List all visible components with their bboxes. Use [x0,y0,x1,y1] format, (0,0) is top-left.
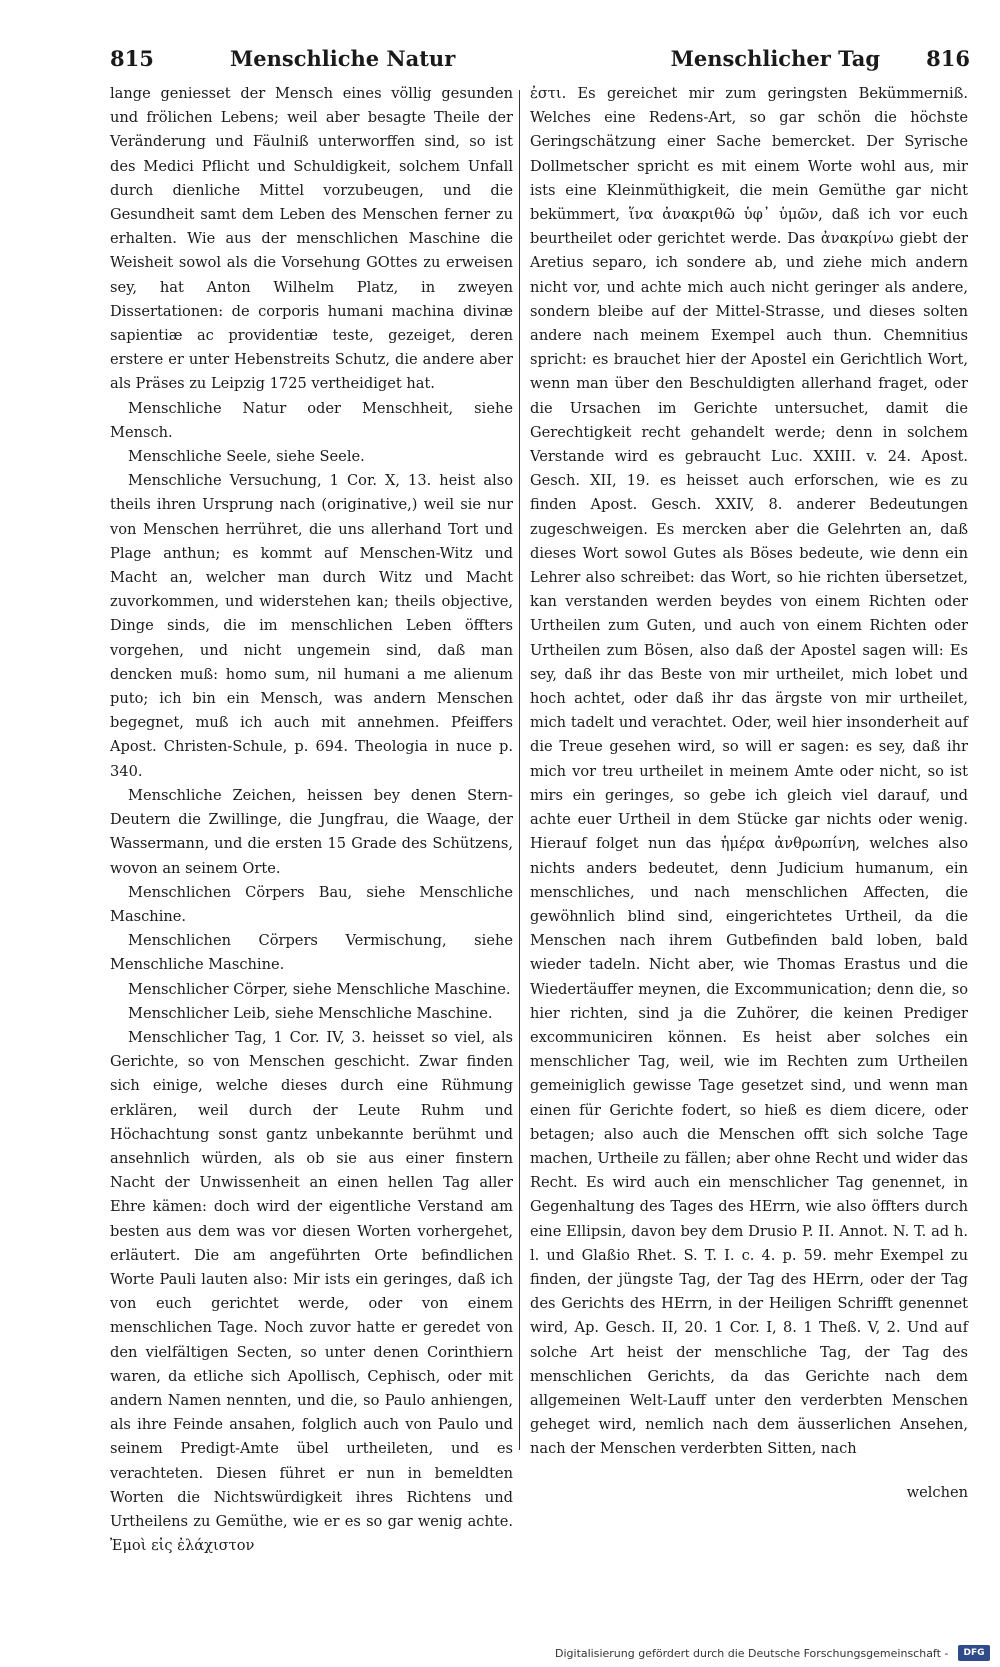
paragraph-continuation: lange geniesset der Mensch eines völlig gesunden und frölichen Lebens; weil aber besagte Theile der Veränderung und Fäulniß unterworffen sind, so ist des Medici Pflicht und Schuldigkeit, solchem Unfall durch dienliche Mittel vorzubeugen, und die Gesundheit samt dem Leben des Menschen ferner zu erhalten. Wie aus der menschlichen Maschine die Weisheit sowol als die Vorsehung GOttes zu erweisen sey, hat Anton Wilhelm Platz, in zweyen Dissertationen: de corporis humani machina divinæ sapientiæ ac providentiæ teste, gezeiget, deren erstere er unter Hebenstreits Schutz, die andere aber als Präses zu Leipzig 1725 vertheidiget hat. [110,85,513,393]
entry-menschliche-seele: Menschliche Seele, siehe Seele. [128,448,365,466]
paragraph-continuation-right: ἐστι. Es gereichet mir zum geringsten Bekümmerniß. Welches eine Redens-Art, so gar schön die höchste Geringschätzung einer Sache bemercket. Der Syrische Dollmetscher spricht es mit einem Worte wohl aus, mir ists eine Kleinmüthigkeit, die mein Gemüthe gar nicht bekümmert, ἵνα ἀνακριθῶ ὑφ᾽ ὑμῶν, daß ich vor euch beurtheilet oder gerichtet werde. Das ἀνακρίνω giebt der Aretius separo, ich sondere ab, und ziehe mich andern nicht vor, und achte mich auch nicht geringer als andere, sondern bleibe auf der Mittel-Strasse, und dieses solten andere nach meinem Exempel auch thun. Chemnitius spricht: es brauchet hier der Apostel ein Gerichtlich Wort, wenn man über den Beschuldigten allerhand fraget, oder die Ursachen im Gerichte untersuchet, damit die Gerechtigkeit recht gehandelt werde; denn in solchem Verstande wird es gebraucht Luc. XXIII. v. 24. Apost. Gesch. XII, 19. es heisset auch erforschen, wie es zu finden Apost. Gesch. XXIV, 8. anderer Bedeutungen zugeschweigen. Es mercken aber die Gelehrten an, daß dieses Wort sowol Gutes als Böses bedeute, wie denn ein Lehrer also schreibet: das Wort, so hie richten übersetzet, kan verstanden werden beydes von einem Richten oder Urtheilen zum Guten, und auch von einem Richten oder Urtheilen zum Bösen, also daß der Apostel sagen will: Es sey, daß ihr das Beste von mir urtheilet, mich lobet und hoch achtet, oder daß ihr das ärgste von mir urtheilet, mich tadelt und verachtet. Oder, weil hier insonderheit auf die Treue gesehen wird, so will er sagen: es sey, daß ihr mich vor treu urtheilet in meinem Amte oder nicht, so ist mirs ein geringes, so gebe ich gleich viel darauf, und achte euer Urtheil in dem Stücke gar nichts oder wenig. Hierauf folget nun das ἡμέρα ἀνθρωπίνη, welches also nichts anders bedeutet, denn Judicium humanum, ein menschliches, und nach menschlichen Affecten, die gewöhnlich blind sind, eingerichtetes Urtheil, da die Menschen nach ihrem Gutbefinden bald loben, bald wieder tadeln. Nicht aber, wie Thomas Erastus und die Wiedertäuffer meynen, die Excommunication; denn die, so hier richten, sind ja die Zuhörer, die keinen Prediger excommuniciren können. Es heist aber solches ein menschlicher Tag, weil, wie im Rechten zum Urtheilen gemeiniglich gewisse Tage gesetzet sind, und wenn man einen für Gerichte fodert, so hieß es diem dicere, oder betagen; also auch die Menschen offt sich solche Tage machen, Urtheile zu fällen; aber ohne Recht und wider das Recht. Es wird auch ein menschlicher Tag genennet, in Gegenhaltung des Tages des HErrn, wie also öffters durch eine Ellipsin, davon bey dem Drusio P. II. Annot. N. T. ad h. l. und Glaßio Rhet. S. T. I. c. 4. p. 59. mehr Exempel zu finden, der jüngste Tag, der Tag des HErrn, oder der Tag des Gerichts des HErrn, in der Heiligen Schrifft genennet wird, Ap. Gesch. II, 20. 1 Cor. I, 8. 1 Theß. V, 2. Und auf solche Art heist der menschliche Tag, der Tag des menschlichen Gerichts, da das Gerichte nach dem allgemeinen Welt-Lauff unter den verderbten Menschen geheget wird, nemlich nach dem äusserlichen Ansehen, nach der Menschen verderbten Sitten, nach [530,85,968,1458]
digitization-credit: Digitalisierung gefördert durch die Deutsche Forschungsgemeinschaft - [555,1647,949,1660]
entry-koerpers-vermischung: Menschlichen Cörpers Vermischung, siehe Menschliche Maschine. [110,932,513,974]
entry-menschliche-versuchung: Menschliche Versuchung, 1 Cor. X, 13. heist also theils ihren Ursprung nach (originative,) weil sie nur von Menschen herrühret, die uns allerhand Tort und Plage anthun; es kommt auf Menschen-Witz und Macht an, welcher man durch Witz und Macht zuvorkommen, und widerstehen kan; theils objective, Dinge sinds, die im menschlichen Leben öffters vorgehen, und nicht ungemein sind, daß man dencken muß: homo sum, nil humani a me alienum puto; ich bin ein Mensch, was andern Menschen begegnet, muß ich auch mit annehmen. Pfeiffers Apost. Christen-Schule, p. 694. Theologia in nuce p. 340. [110,472,513,780]
page-number-left: 815 [110,46,154,71]
left-column [110,82,513,1558]
entry-menschliche-natur: Menschliche Natur oder Menschheit, siehe Mensch. [110,399,513,441]
page-header [110,46,970,86]
entry-menschlicher-koerper: Menschlicher Cörper, siehe Menschliche Maschine. [128,980,511,998]
column-divider [519,90,520,1450]
entry-menschlicher-leib: Menschlicher Leib, siehe Menschliche Maschine. [128,1004,493,1022]
right-column [530,82,968,1462]
entry-menschlicher-tag: Menschlicher Tag, 1 Cor. IV, 3. heisset so viel, als Gerichte, so von Menschen geschicht. Zwar finden sich einige, welche dieses durch eine Rühmung erklären, weil durch der Leute Ruhm und Höchachtung sonst gantz unbekannte berühmt und ansehnlich würden, als ob sie aus einer finstern Nacht der Unwissenheit an einen hellen Tag aller Ehre kämen: doch wird der eigentliche Verstand am besten aus dem was vor diesen Worten vorhergehet, erläutert. Die am angeführten Orte befindlichen Worte Pauli lauten also: Mir ists ein geringes, daß ich von euch gerichtet werde, oder von einem menschlichen Tage. Noch zuvor hatte er geredet von den vielfältigen Secten, so unter denen Corinthiern waren, da etliche sich Apollisch, Cephisch, oder mit andern Namen nennten, und die, so Paulo anhiengen, als ihre Feinde ansahen, folglich auch von Paulo und seinem Predigt-Amte übel urtheileten, und es verachteten. Diesen führet er nun in bemeldten Worten die Nichtswürdigkeit ihres Richtens und Urtheilens zu Gemüthe, wie er es so gar wenig achte. Ἐμοὶ εἰς ἐλάχιστον [110,1028,513,1555]
running-title-right: Menschlicher Tag [670,46,880,71]
running-title-left: Menschliche Natur [230,46,456,71]
catchword: welchen [906,1484,968,1501]
entry-koerpers-bau: Menschlichen Cörpers Bau, siehe Menschliche Maschine. [110,883,513,925]
entry-menschliche-zeichen: Menschliche Zeichen, heissen bey denen Stern-Deutern die Zwillinge, die Jungfrau, die Waage, der Wassermann, und die ersten 15 Grade des Schützens, wovon an seinem Orte. [110,786,513,877]
dfg-logo-icon: DFG [958,1645,990,1661]
page-number-right: 816 [926,46,970,71]
